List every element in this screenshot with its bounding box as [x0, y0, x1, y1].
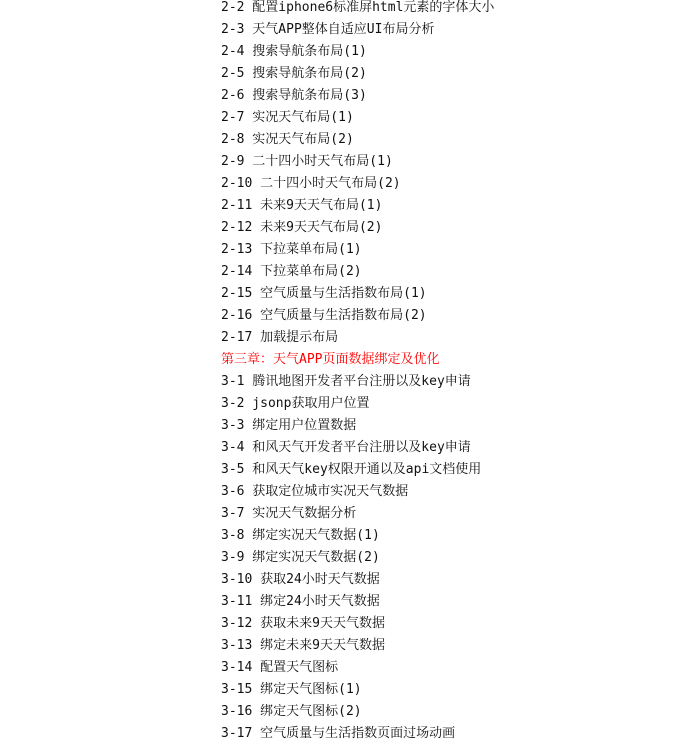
- course-outline-list: [221, 0, 494, 745]
- lesson-item: 2-7 实况天气布局(1): [221, 110, 354, 125]
- lesson-item: 2-17 加载提示布局: [221, 330, 339, 345]
- lesson-item: 2-4 搜索导航条布局(1): [221, 44, 367, 59]
- lesson-item: 3-5 和风天气key权限开通以及api文档使用: [221, 462, 482, 477]
- lesson-item: 2-11 未来9天天气布局(1): [221, 198, 383, 213]
- lesson-item: 2-8 实况天气布局(2): [221, 132, 354, 147]
- lesson-item: 3-10 获取24小时天气数据: [221, 572, 380, 587]
- lesson-item: 2-9 二十四小时天气布局(1): [221, 154, 393, 169]
- lesson-item: 2-16 空气质量与生活指数布局(2): [221, 308, 427, 323]
- lesson-item: 2-10 二十四小时天气布局(2): [221, 176, 401, 191]
- lesson-item: 3-17 空气质量与生活指数页面过场动画: [221, 726, 456, 741]
- lesson-item: 2-12 未来9天天气布局(2): [221, 220, 383, 235]
- lesson-item: 2-13 下拉菜单布局(1): [221, 242, 362, 257]
- chapter-heading: 第三章：天气APP页面数据绑定及优化: [221, 352, 440, 367]
- lesson-item: 3-12 获取未来9天天气数据: [221, 616, 385, 631]
- lesson-item: 3-4 和风天气开发者平台注册以及key申请: [221, 440, 471, 455]
- lesson-item: 3-13 绑定未来9天天气数据: [221, 638, 385, 653]
- lesson-item: 2-6 搜索导航条布局(3): [221, 88, 367, 103]
- lesson-item: 3-9 绑定实况天气数据(2): [221, 550, 380, 565]
- lesson-item: 2-5 搜索导航条布局(2): [221, 66, 367, 81]
- lesson-item: 3-16 绑定天气图标(2): [221, 704, 362, 719]
- lesson-item: 2-2 配置iphone6标准屏html元素的字体大小: [221, 0, 495, 15]
- lesson-item: 3-15 绑定天气图标(1): [221, 682, 362, 697]
- lesson-item: 3-14 配置天气图标: [221, 660, 339, 675]
- lesson-item: 2-3 天气APP整体自适应UI布局分析: [221, 22, 435, 37]
- lesson-item: 3-7 实况天气数据分析: [221, 506, 357, 521]
- lesson-item: 3-1 腾讯地图开发者平台注册以及key申请: [221, 374, 471, 389]
- lesson-item: 3-11 绑定24小时天气数据: [221, 594, 380, 609]
- lesson-item: 3-6 获取定位城市实况天气数据: [221, 484, 409, 499]
- lesson-item: 3-2 jsonp获取用户位置: [221, 396, 370, 411]
- lesson-item: 3-8 绑定实况天气数据(1): [221, 528, 380, 543]
- lesson-item: 3-3 绑定用户位置数据: [221, 418, 357, 433]
- lesson-item: 2-15 空气质量与生活指数布局(1): [221, 286, 427, 301]
- lesson-item: 2-14 下拉菜单布局(2): [221, 264, 362, 279]
